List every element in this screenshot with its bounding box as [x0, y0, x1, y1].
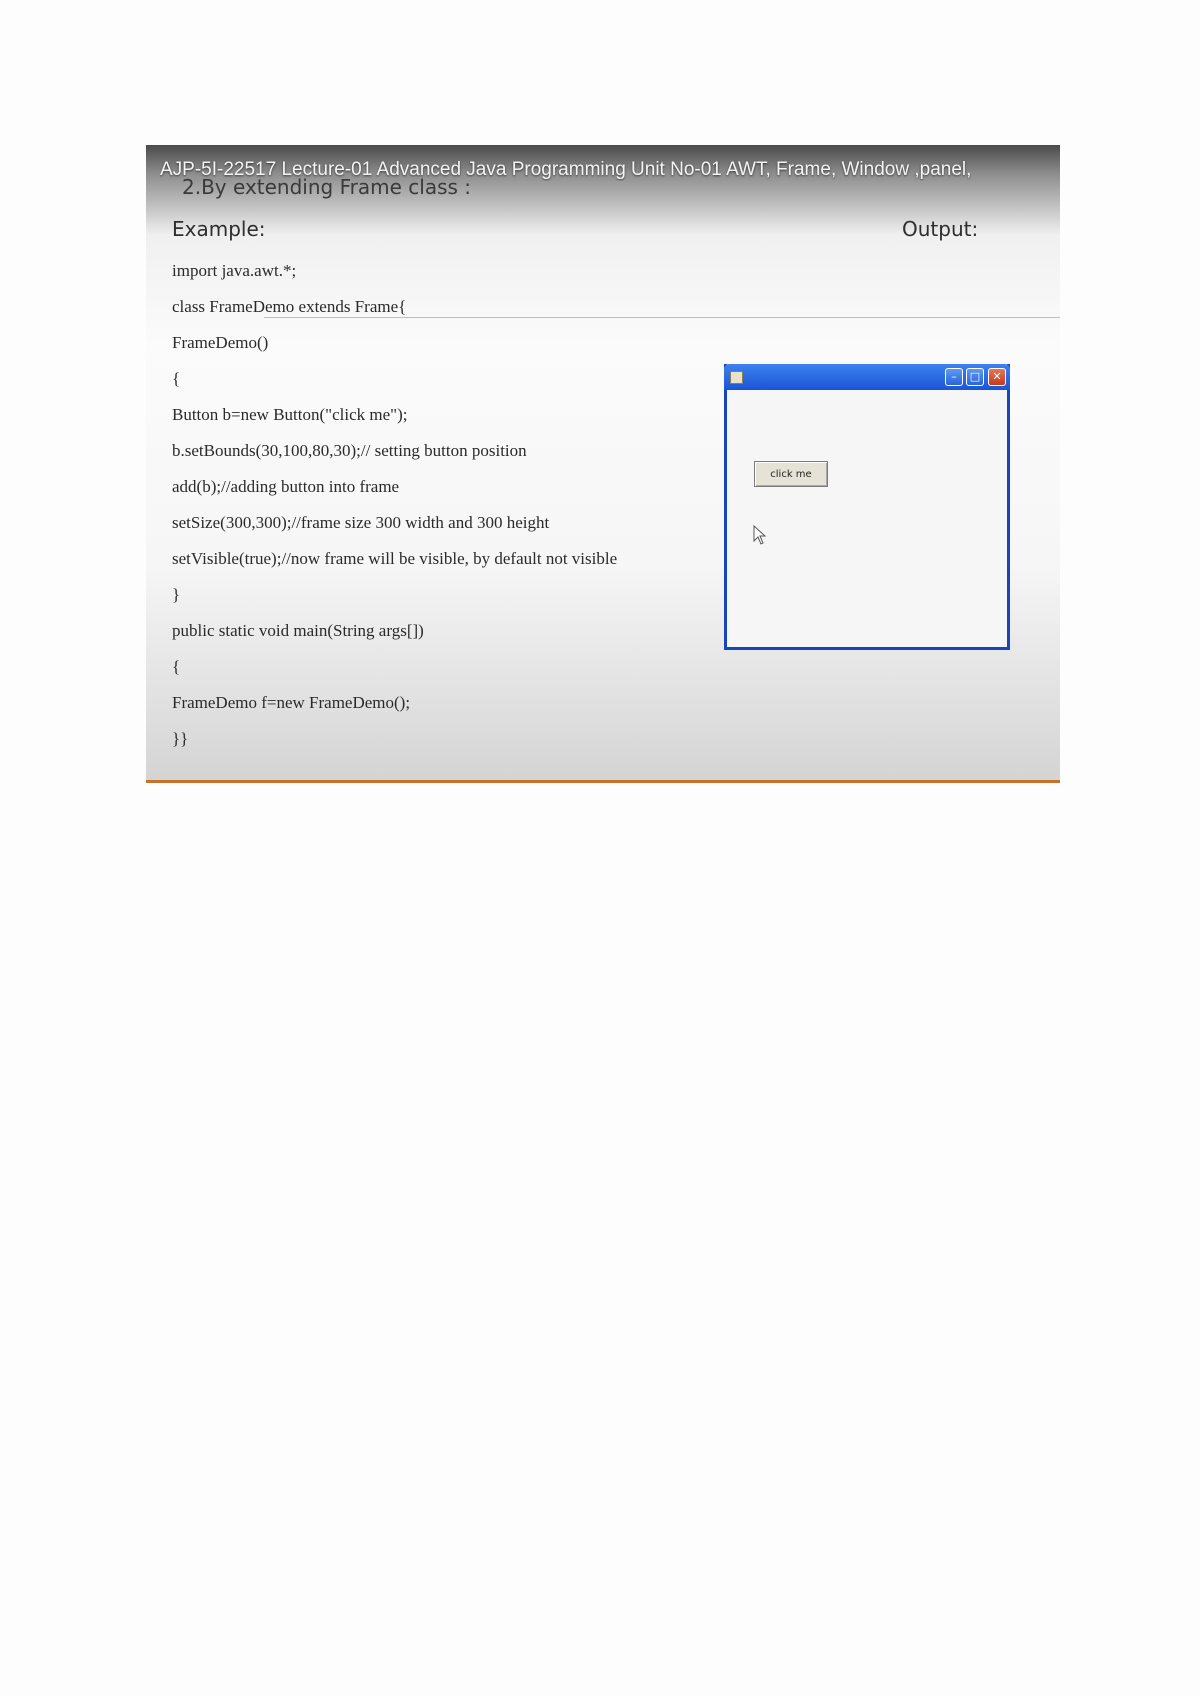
- example-label: Example:: [172, 217, 266, 241]
- output-frame-window: [724, 364, 1010, 650]
- code-line: FrameDemo(): [172, 333, 269, 352]
- mouse-cursor-icon: [753, 525, 767, 545]
- code-line: FrameDemo f=new FrameDemo();: [172, 693, 411, 712]
- code-line: add(b);//adding button into frame: [172, 477, 400, 496]
- code-line: {: [172, 657, 181, 676]
- code-line: public static void main(String args[]): [172, 621, 424, 640]
- maximize-icon[interactable]: □: [966, 368, 984, 386]
- code-line: setVisible(true);//now frame will be visible, by default not visible: [172, 549, 618, 568]
- lecture-slide: [146, 145, 1060, 783]
- code-line: }}: [172, 729, 189, 748]
- output-label: Output:: [902, 217, 979, 241]
- video-title: AJP-5I-22517 Lecture-01 Advanced Java Programming Unit No-01 AWT, Frame, Window ,panel,: [160, 159, 972, 180]
- slide-heading: 2.By extending Frame class :: [182, 175, 472, 199]
- code-line: setSize(300,300);//frame size 300 width and 300 height: [172, 513, 550, 532]
- code-line: Button b=new Button("click me");: [172, 405, 408, 424]
- minimize-icon[interactable]: –: [945, 368, 963, 386]
- code-line: class FrameDemo extends Frame{: [172, 297, 407, 316]
- code-line: b.setBounds(30,100,80,30);// setting button position: [172, 441, 527, 460]
- window-titlebar[interactable]: [724, 364, 1010, 390]
- code-line: {: [172, 369, 181, 388]
- code-listing: [172, 253, 617, 757]
- close-icon[interactable]: ✕: [988, 368, 1006, 386]
- code-line: }: [172, 585, 181, 604]
- click-me-button[interactable]: click me: [754, 461, 828, 487]
- code-line: import java.awt.*;: [172, 261, 297, 280]
- app-icon: [730, 371, 743, 384]
